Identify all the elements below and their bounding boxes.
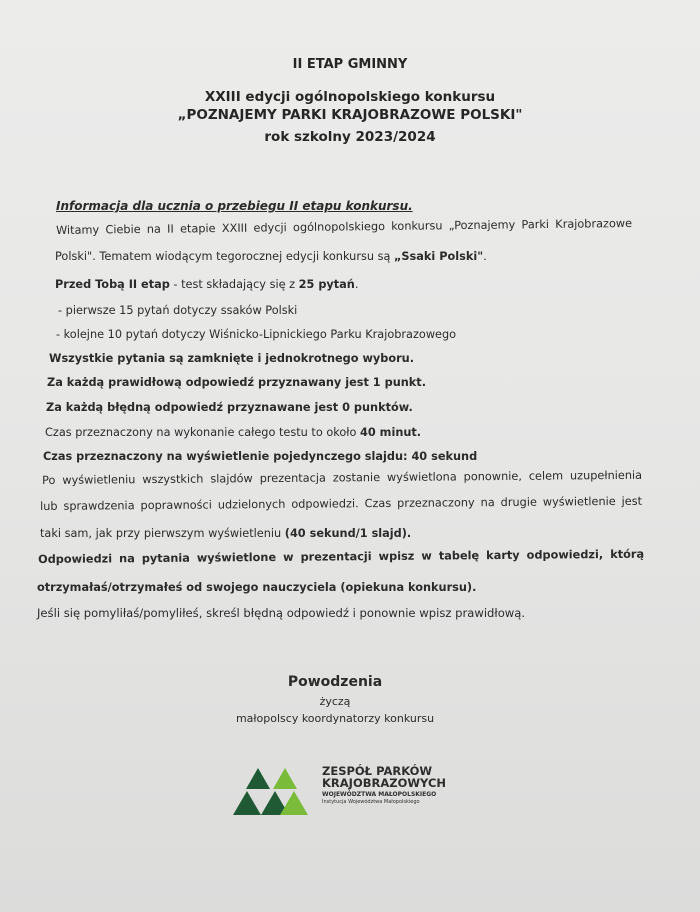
closed-questions: Wszystkie pytania są zamknięte i jednokrotnego wyboru. <box>49 352 415 365</box>
logo-line-2: KRAJOBRAZOWYCH <box>322 776 447 791</box>
wish-text: życzą <box>319 695 351 708</box>
total-time <box>45 426 421 439</box>
contest-name: „POZNAJEMY PARKI KRAJOBRAZOWE POLSKI" <box>177 107 523 123</box>
welcome-line-1: Witamy Ciebie na II etapie XXIII edycji ogólnopolskiego konkursu „Poznajemy Parki Krajobrazowe <box>56 216 633 237</box>
welcome-end: . <box>483 250 487 263</box>
test-text: - test składający się z <box>169 278 299 291</box>
test-stage-bold: Przed Tobą II etap <box>55 278 170 291</box>
correct-answer-points: Za każdą prawidłową odpowiedź przyznawany jest 1 punkt. <box>47 376 426 389</box>
theme-highlight: „Ssaki Polski" <box>394 250 484 263</box>
school-year: rok szkolny 2023/2024 <box>264 129 436 145</box>
answers-line-2: otrzymałaś/otrzymałeś od swojego nauczyciela (opiekuna konkursu). <box>37 581 477 594</box>
repeat-line-1: Po wyświetleniu wszystkich slajdów prezentacja zostanie wyświetlona ponownie, celem uzupełnienia <box>42 468 643 487</box>
slide-time: Czas przeznaczony na wyświetlenie pojedynczego slajdu: 40 sekund <box>43 450 478 463</box>
wrong-answer-points: Za każdą błędną odpowiedź przyznawane jest 0 punktów. <box>46 401 413 414</box>
total-time-text: Czas przeznaczony na wykonanie całego testu to około <box>45 426 361 439</box>
test-description <box>55 278 358 291</box>
logo-line-4: Instytucja Województwa Małopolskiego <box>322 799 420 806</box>
park-logo-icon <box>230 765 312 817</box>
list-item-park: - kolejne 10 pytań dotyczy Wiśnicko-Lipnickiego Parku Krajobrazowego <box>56 328 457 341</box>
answers-line-1: Odpowiedzi na pytania wyświetlone w prezentacji wpisz w tabelę karty odpowiedzi, którą <box>38 547 645 566</box>
welcome-text: Polski". Tematem wiodącym tegorocznej edycji konkursu są <box>55 250 394 263</box>
repeat-line-2: lub sprawdzenia poprawności udzielonych odpowiedzi. Czas przeznaczony na drugie wyświetlenie jest <box>40 494 643 513</box>
repeat-text: taki sam, jak przy pierwszym wyświetleniu <box>40 527 285 540</box>
mistake-instruction: Jeśli się pomyliłaś/pomyliłeś, skreśl błędną odpowiedź i ponownie wpisz prawidłową. <box>37 606 526 620</box>
edition-line: XXIII edycji ogólnopolskiego konkursu <box>204 89 496 105</box>
logo-text <box>322 765 446 806</box>
logo-line-1: ZESPÓŁ PARKÓW <box>322 764 433 778</box>
stage-title: II ETAP GMINNY <box>292 57 408 72</box>
list-item-mammals: - pierwsze 15 pytań dotyczy ssaków Polski <box>58 304 298 317</box>
logo-line-3: WOJEWÓDZTWA MAŁOPOLSKIEGO <box>322 791 437 799</box>
welcome-line-2 <box>55 250 487 263</box>
test-end: . <box>354 278 359 291</box>
repeat-line-3 <box>40 527 411 540</box>
good-luck: Powodzenia <box>287 674 383 690</box>
coordinators: małopolscy koordynatorzy konkursu <box>235 712 435 725</box>
question-count: 25 pytań <box>298 278 355 291</box>
repeat-time: (40 sekund/1 slajd). <box>284 527 412 540</box>
total-time-value: 40 minut. <box>360 426 422 439</box>
info-title: Informacja dla ucznia o przebiegu II etapu konkursu. <box>56 199 413 213</box>
